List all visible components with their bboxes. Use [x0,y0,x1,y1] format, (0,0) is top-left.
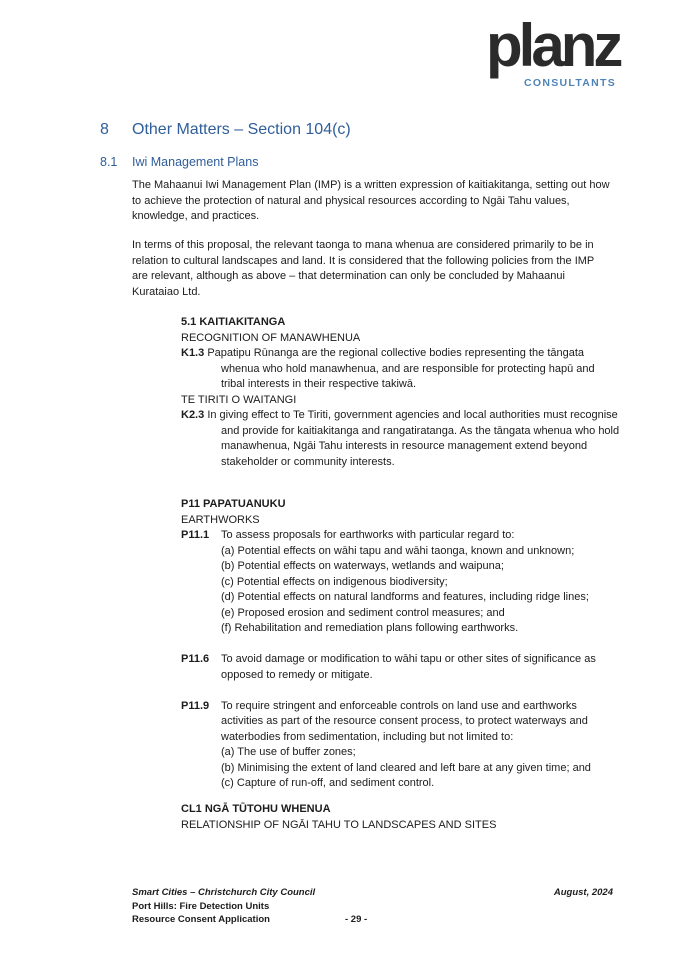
logo-subtitle: CONSULTANTS [524,77,617,89]
policy-line: (b) Potential effects on waterways, wetlands and waipuna; [221,560,504,572]
policy-subheading: TE TIRITI O WAITANGI [181,393,297,406]
policy-line: (d) Potential effects on natural landforms and features, including ridge lines; [221,591,589,603]
subsection-heading [100,155,258,169]
policy-block-title: P11 PAPATUANUKU [181,498,286,510]
policy-block-title: CL1 NGĀ TŪTOHU WHENUA [181,803,331,815]
policy-item-p119 [181,699,621,792]
policy-line: To assess proposals for earthworks with particular regard to: [221,529,515,541]
footer-page-number: - 29 - [345,914,368,925]
policy-line: (a) The use of buffer zones; [221,746,356,758]
section-heading [100,121,351,139]
policy-block-papatuanuku [181,497,621,792]
logo-wordmark: planz [486,12,620,79]
policy-line: (b) Minimising the extent of land cleared and left bare at any given time; and [221,761,591,774]
policy-item-p111 [181,528,621,637]
policy-code: K2.3 [181,409,205,421]
policy-subheading: RECOGNITION OF MANAWHENUA [181,331,361,344]
policy-block-cl1 [181,802,621,833]
footer-client: Smart Cities – Christchurch City Council [132,887,316,898]
section-number: 8 [100,121,109,138]
policy-line: (c) Potential effects on indigenous biodiversity; [221,575,448,588]
policy-subheading: EARTHWORKS [181,513,260,526]
planz-logo [486,12,620,90]
policy-subheading: RELATIONSHIP OF NGĀI TAHU TO LANDSCAPES AND SITES [181,818,497,831]
policy-item-k13 [181,346,621,393]
body-paragraph: The Mahaanui Iwi Management Plan (IMP) is a written expression of kaitiakitanga, setting out how to achieve the protection of natural and physical resources according to Ngāi Tahu values, knowledge, and practices. [132,179,610,222]
policy-code: P11.6 [181,653,210,665]
policy-code: P11.1 [181,529,210,541]
footer-date: August, 2024 [553,887,613,898]
policy-item-k23 [181,408,621,470]
policy-block-title: 5.1 KAITIAKITANGA [181,316,286,328]
policy-text: To avoid damage or modification to wāhi tapu or other sites of significance as opposed to remedy or mitigate. [221,653,596,681]
policy-text: In giving effect to Te Tiriti, government agencies and local authorities must recognise and provide for kaitiakitanga and rangatiratanga. As the tāngata whenua who hold manawhenua, Ngāi Tahu interests in resource management extend beyond stakeholder or community interests. [207,409,620,468]
footer-doc-type: Resource Consent Application [132,914,270,925]
policy-code: K1.3 [181,347,205,359]
policy-block-kaitiakitanga [181,315,621,470]
policy-item-p116 [181,652,621,683]
policy-text: To require stringent and enforceable controls on land use and earthworks activities as part of the resource consent process, to protect waterways and waterbodies from sedimentation, including but not limited to: [221,699,588,743]
policy-line: (a) Potential effects on wāhi tapu and wāhi taonga, known and unknown; [221,544,575,557]
policy-code: P11.9 [181,699,210,712]
policy-text: Papatipu Rūnanga are the regional collective bodies representing the tāngata whenua who hold manawhenua, and are responsible for protecting hapū and tribal interests in their respective takiwā. [207,347,595,390]
subsection-number: 8.1 [100,155,118,169]
policy-line: (e) Proposed erosion and sediment control measures; and [221,606,505,619]
subsection-title: Iwi Management Plans [132,155,259,169]
policy-line: (f) Rehabilitation and remediation plans following earthworks. [221,622,519,634]
page-footer [132,886,613,927]
body-paragraph: In terms of this proposal, the relevant taonga to mana whenua are considered primarily to be in relation to cultural landscapes and land. It is considered that the following policies from the IMP are relevant, although as above – that determination can only be concluded by Mahaanui Kurataiao Ltd. [132,239,595,298]
policy-line: (c) Capture of run-off, and sediment control. [221,777,435,789]
section-title: Other Matters – Section 104(c) [132,121,351,138]
footer-project: Port Hills: Fire Detection Units [132,900,270,912]
